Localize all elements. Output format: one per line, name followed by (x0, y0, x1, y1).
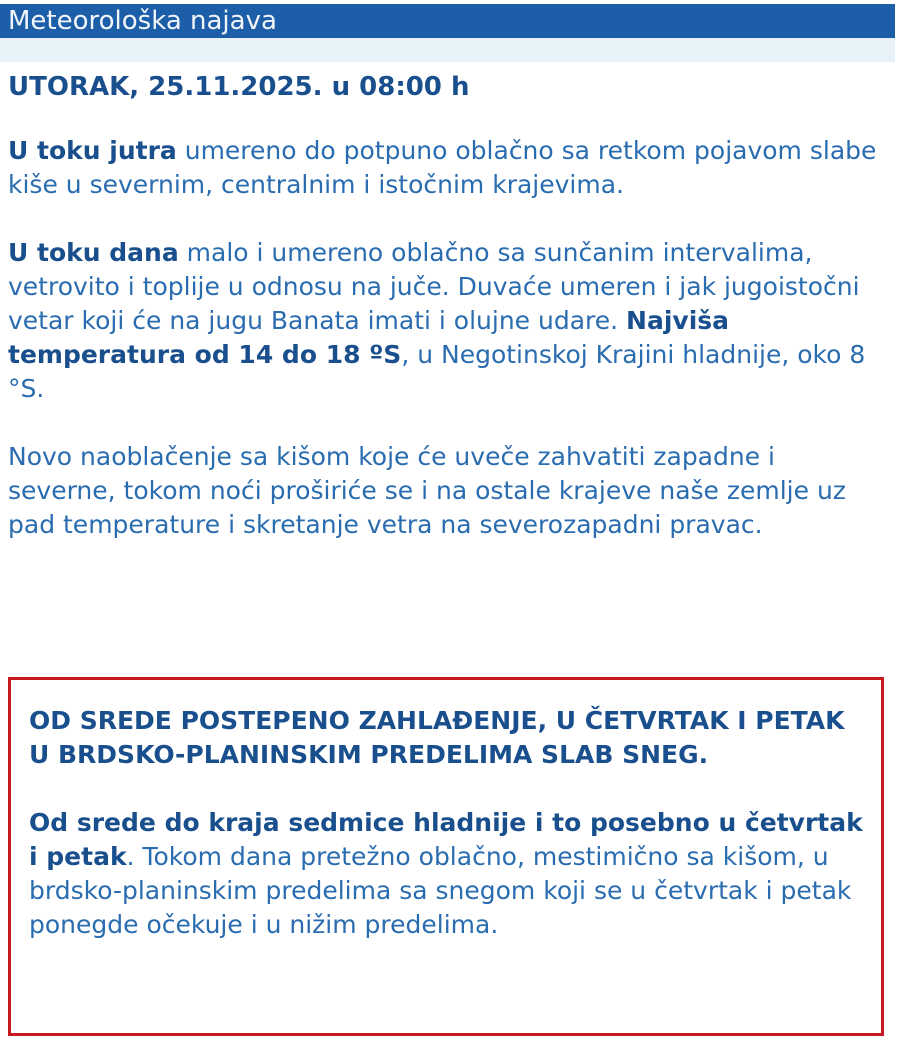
day-label: U toku dana (8, 238, 179, 267)
morning-label: U toku jutra (8, 136, 177, 165)
evening-paragraph: Novo naoblačenje sa kišom koje će uveče zahvatiti zapadne i severne, tokom noći proširiće se i na ostale krajeve naše zemlje uz pad temperature i skretanje vetra na severozapadni pravac. (8, 442, 846, 539)
header-strip (0, 38, 895, 62)
max-temperature: Najviša temperatura od 14 do 18 ºS (8, 306, 730, 369)
warning-text: . Tokom dana pretežno oblačno, mestimično sa kišom, u brdsko-planinskim predelima sa snegom koji se u četvrtak i petak ponegde očekuje i u nižim predelima. (29, 842, 852, 939)
forecast-date-title: UTORAK, 25.11.2025. u 08:00 h (8, 72, 470, 102)
morning-text: umereno do potpuno oblačno sa retkom pojavom slabe kiše u severnim, centralnim i istočnim krajevima. (8, 136, 877, 199)
warning-heading: OD SREDE POSTEPENO ZAHLAĐENJE, U ČETVRTAK I PETAK U BRDSKO-PLANINSKIM PREDELIMA SLAB SNEG. (29, 706, 845, 769)
day-text: malo i umereno oblačno sa sunčanim intervalima, vetrovito i toplije u odnosu na juče. Duvaće umeren i jak jugoistočni vetar koji će na jugu Banata imati i olujne udare. (8, 238, 860, 335)
day-paragraph (8, 236, 888, 406)
warning-bold: Od srede do kraja sedmice hladnije i to posebno u četvrtak i petak (29, 808, 863, 871)
forecast-content (8, 70, 888, 576)
morning-paragraph (8, 134, 888, 202)
section-header: Meteorološka najava (0, 4, 895, 38)
warning-box (8, 677, 884, 1036)
warning-paragraph (29, 806, 863, 942)
day-text-2: , u Negotinskoj Krajini hladnije, oko 8 °S. (8, 340, 866, 403)
